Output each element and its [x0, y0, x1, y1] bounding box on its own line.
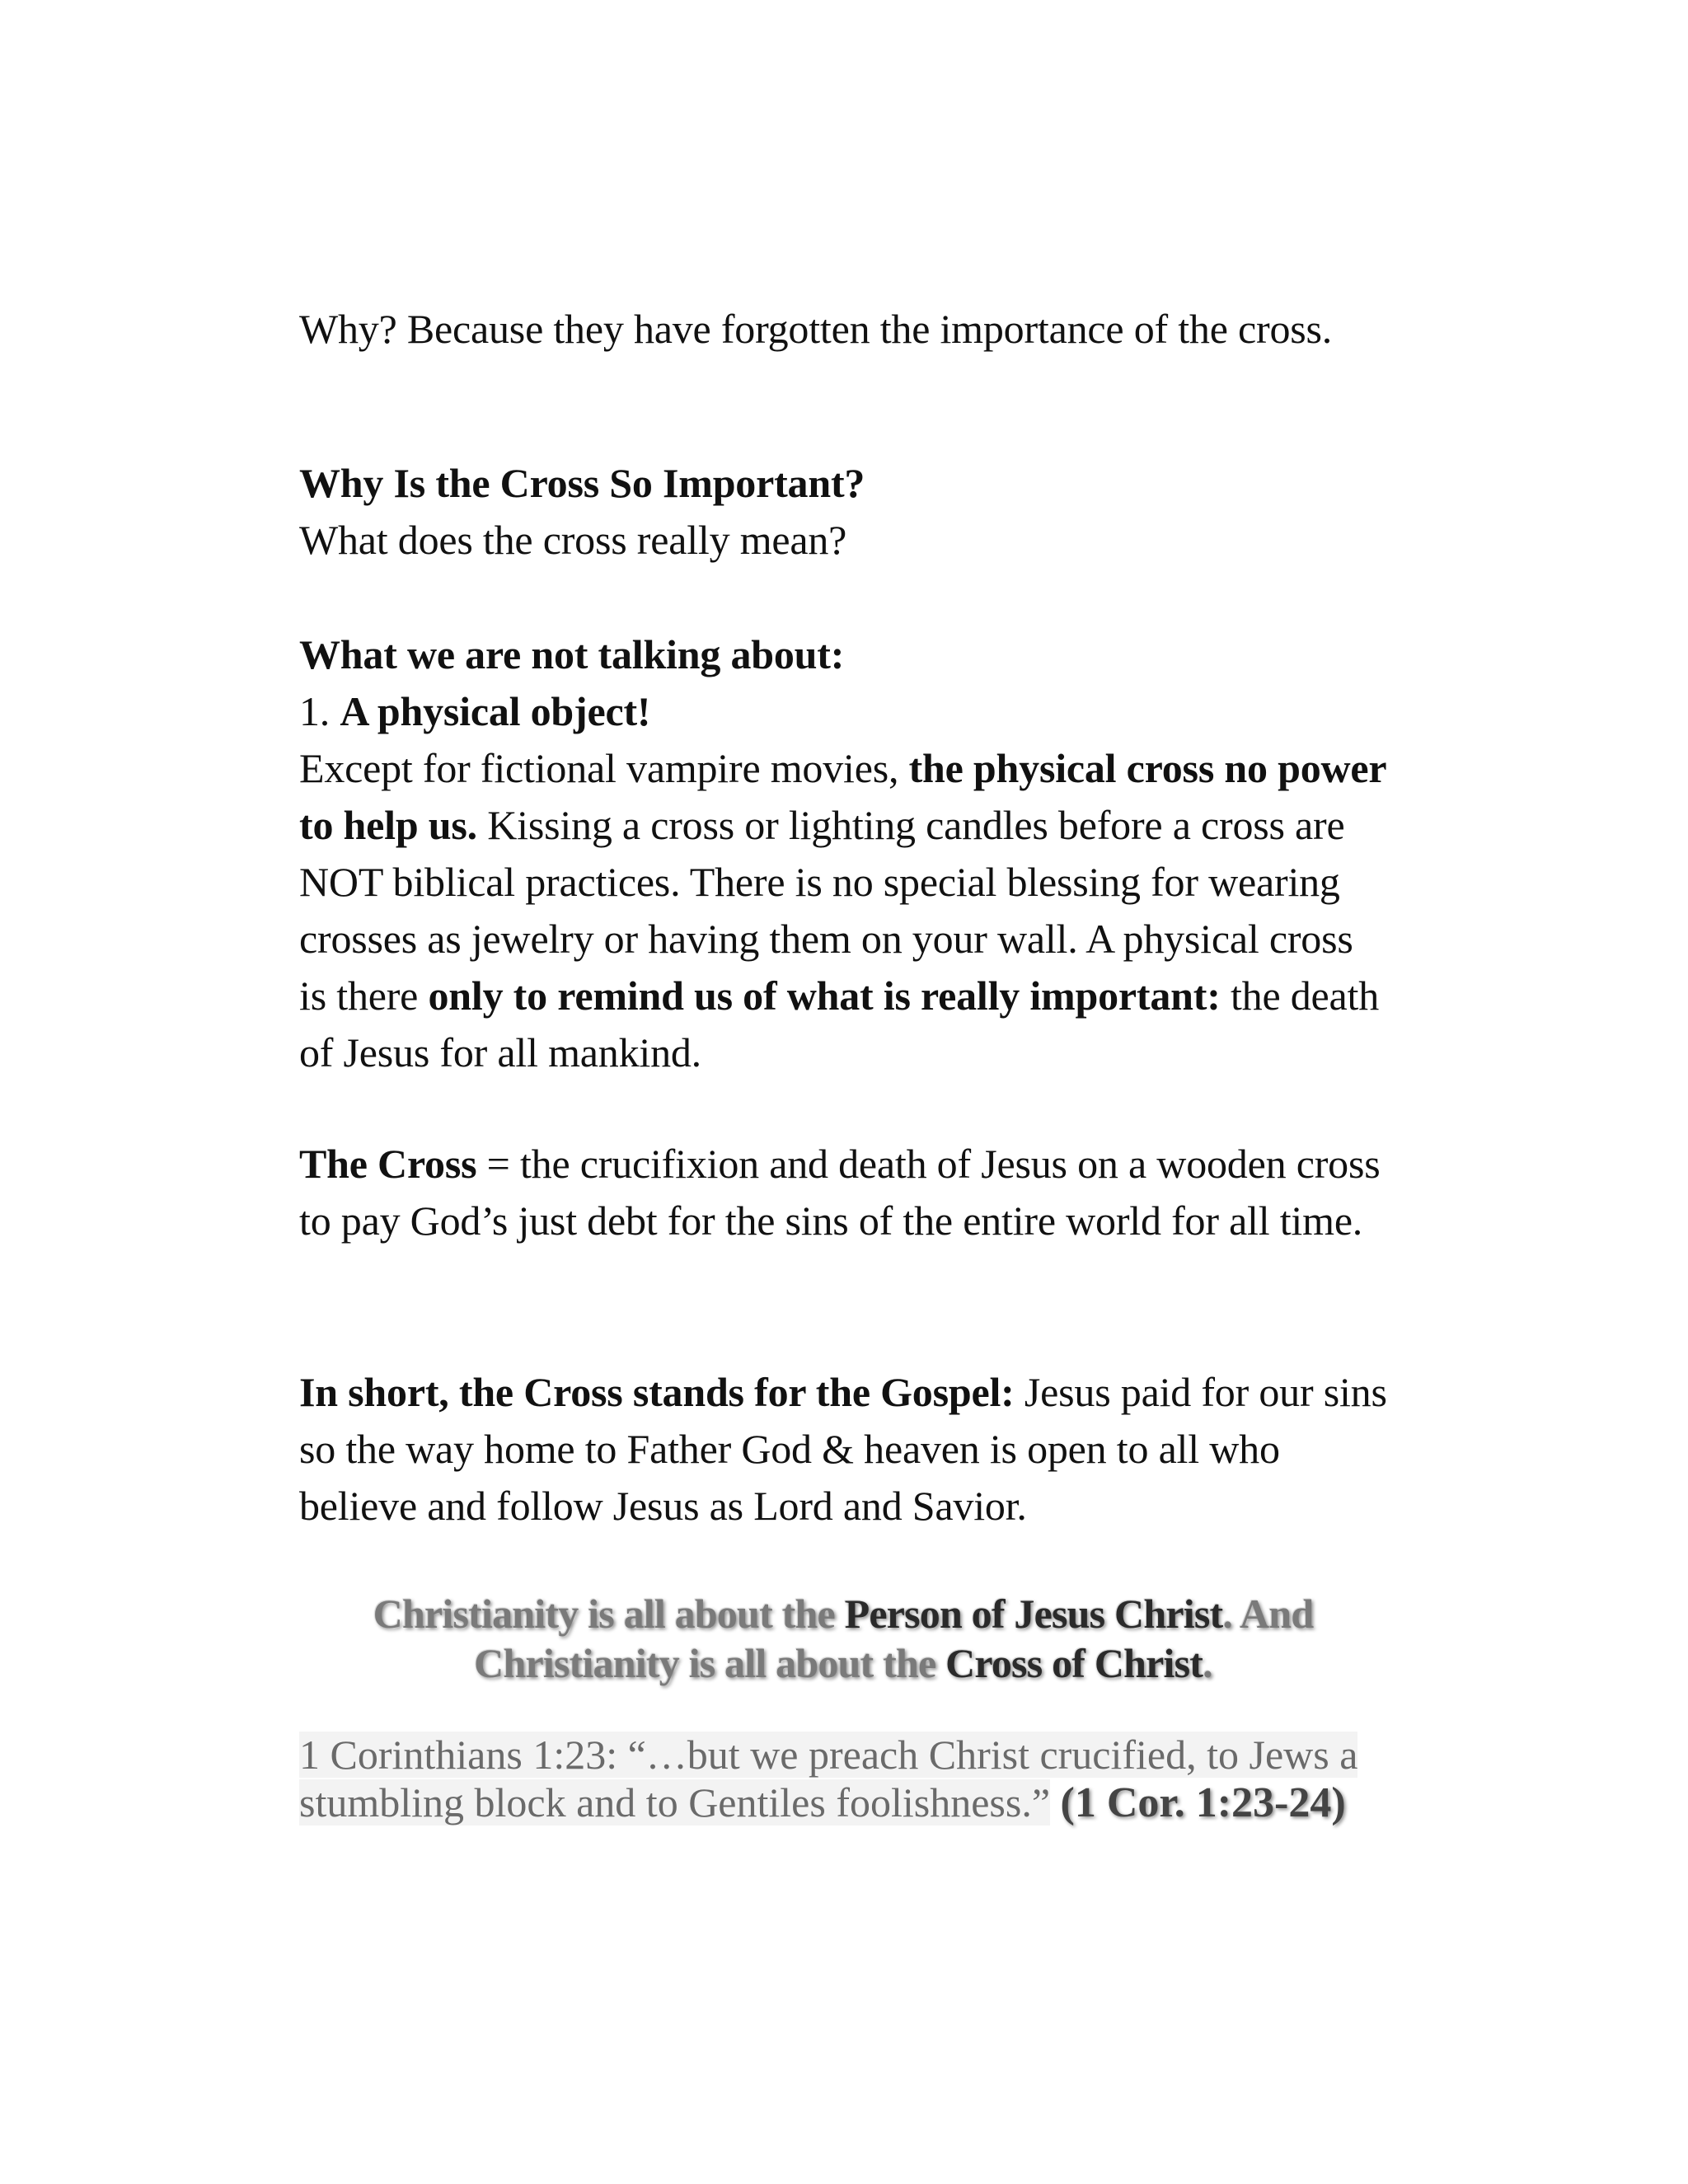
bold-run: the physical cross no power to help us. [299, 745, 1386, 848]
section-heading: What we are not talking about: [299, 631, 845, 677]
list-item-number: 1. [299, 688, 340, 734]
callout-emphasis: Cross of Christ [945, 1640, 1203, 1686]
physical-object-paragraph [299, 740, 1387, 1081]
gospel-paragraph [299, 1364, 1387, 1535]
callout-emphasis: Person of Jesus Christ [844, 1591, 1223, 1637]
section-why-cross [299, 455, 1387, 569]
intro-text: Why? Because they have forgotten the importance of the cross. [299, 306, 1333, 352]
verse-text: 1 Corinthians 1:23: “…but we preach Christ crucified, to Jews a stumbling block and to Gentiles foolishness.” [299, 1732, 1358, 1825]
definition-text: = the crucifixion and death of Jesus on a wooden cross to pay God’s just debt for the sins of the entire world for all time. [299, 1141, 1381, 1244]
callout-line [299, 1589, 1387, 1638]
list-item-title: A physical object! [340, 688, 651, 734]
callout-shadow-text [299, 1589, 1387, 1688]
definition-term: The Cross [299, 1141, 477, 1187]
gospel-text: Jesus paid for our sins so the way home to Father God & heaven is open to all who believe and follow Jesus as Lord and Savior. [299, 1369, 1387, 1529]
text-run: the death of Jesus for all mankind. [299, 972, 1380, 1076]
section-heading: Why Is the Cross So Important? [299, 460, 865, 506]
cross-definition-paragraph [299, 1136, 1387, 1249]
callout-run: Christianity is all about the [474, 1640, 946, 1686]
scripture-quote [299, 1731, 1387, 1827]
text-run: Kissing a cross or lighting candles before a cross are NOT biblical practices. There is no special blessing for wearing crosses as jewelry or having them on your wall. A physical cross is there [299, 802, 1353, 1019]
text-run: Except for fictional vampire movies, [299, 745, 909, 791]
section-not-talking-about [299, 626, 1387, 1081]
intro-paragraph [299, 305, 1387, 353]
list-item [299, 683, 1387, 740]
callout-run: . [1203, 1640, 1212, 1686]
verse-reference: (1 Cor. 1:23-24) [1060, 1779, 1346, 1826]
callout-line [299, 1638, 1387, 1688]
callout-run: . And [1222, 1591, 1314, 1637]
bold-run: only to remind us of what is really important: [428, 972, 1221, 1019]
section-subheading: What does the cross really mean? [299, 517, 847, 563]
gospel-lead: In short, the Cross stands for the Gospel: [299, 1369, 1015, 1415]
callout-run: Christianity is all about the [373, 1591, 845, 1637]
